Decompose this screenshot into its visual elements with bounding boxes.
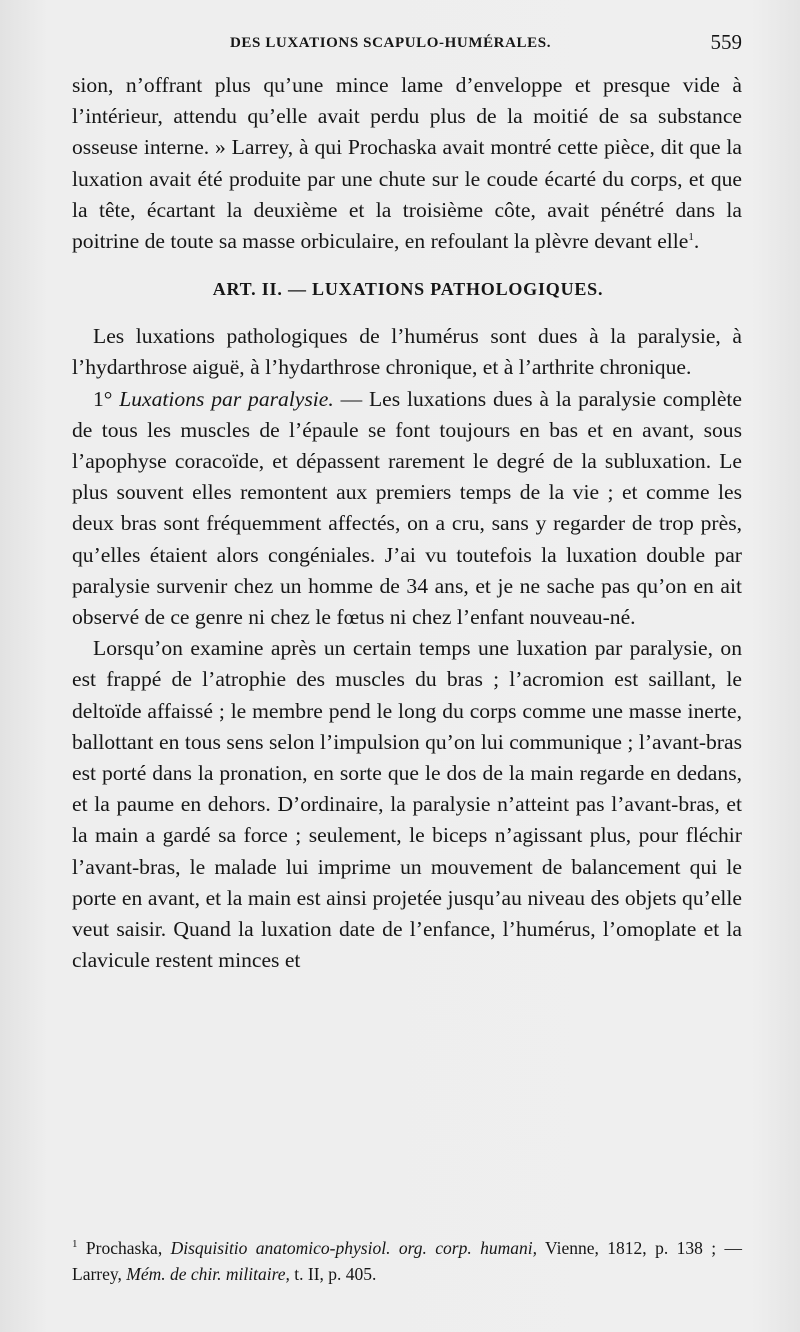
footnote bbox=[72, 1235, 742, 1287]
page-number: 559 bbox=[710, 30, 742, 54]
footnote-work-title-2: Mém. de chir. militaire, bbox=[126, 1264, 290, 1284]
footnote-citation-2: t. II, p. 405. bbox=[289, 1264, 377, 1284]
running-title: DES LUXATIONS SCAPULO-HUMÉRALES. bbox=[230, 35, 552, 51]
paragraph-paralysis bbox=[72, 384, 742, 634]
footnote-marker: 1 bbox=[72, 1238, 78, 1251]
footnote-citation: Vienne, 1812, p. 138 ; — Larrey, bbox=[72, 1238, 742, 1284]
paragraph-end: . bbox=[693, 229, 700, 254]
paragraph-intro: Les luxations pathologiques de l’humérus sont dues à la paralysie, à l’hydarthrose aiguë, à l’hydarthrose chronique, et à l’arthrite chronique. bbox=[72, 324, 742, 380]
body-text bbox=[72, 70, 742, 976]
section-heading: ART. II. — LUXATIONS PATHOLOGIQUES. bbox=[212, 279, 604, 300]
subsection-title: Luxations par paralysie. bbox=[119, 386, 334, 411]
paragraph-continuation bbox=[72, 70, 742, 257]
paragraph-text: sion, n’offrant plus qu’une mince lame d’enveloppe et presque vide à l’intérieur, attendu qu’elle avait perdu plus de la moitié de sa substance osseuse interne. » Larrey, à qui Prochaska avait montré cette pièce, dit que la luxation avait été produite par une chute sur le coude écarté du corps, et que la tête, écartant la deuxième et la troisième côte, avait pénétré dans la poitrine de toute sa masse orbiculaire, en refoulant la plèvre devant elle bbox=[72, 73, 742, 254]
paragraph-examination: Lorsqu’on examine après un certain temps une luxation par paralysie, on est frappé de l’atrophie des muscles du bras ; l’acromion est saillant, le deltoïde affaissé ; le membre pend le long du corps comme une masse inerte, ballottant en tous sens selon l’impulsion qu’on lui communique ; l’avant-bras est porté dans la pronation, en sorte que le dos de la main regarde en dedans, et la paume en dehors. D’ordinaire, la paralysie n’atteint pas l’avant-bras, et la main a gardé sa force ; seulement, le biceps n’agissant plus, pour fléchir l’avant-bras, le malade lui imprime un mouvement de balancement qui le porte en avant, et la main est ainsi projetée jusqu’au niveau des objets qu’elle veut saisir. Quand la luxation date de l’enfance, l’humérus, l’omoplate et la clavicule restent minces et bbox=[72, 636, 742, 973]
paragraph-text: — Les luxations dues à la paralysie complète de tous les muscles de l’épaule se font toujours en bas et en avant, sous l’apophyse coracoïde, et dépassent rarement le degré de la subluxation. Le plus souvent elles remontent aux premiers temps de la vie ; et comme les deux bras sont fréquemment affectés, on a cru, sans y regarder de trop près, qu’elles étaient alors congéniales. J’ai vu toutefois la luxation double par paralysie survenir chez un homme de 34 ans, et je ne sache pas qu’on en ait observé de ce genre ni chez le fœtus ni chez l’enfant nouveau-né. bbox=[72, 386, 742, 630]
subsection-number: 1° bbox=[93, 386, 120, 411]
footnote-work-title: Disquisitio anatomico-physiol. org. corp. humani, bbox=[170, 1238, 537, 1258]
footnote-reference: 1 bbox=[688, 230, 694, 243]
running-header bbox=[72, 30, 742, 57]
footnote-author: Prochaska, bbox=[77, 1238, 171, 1258]
